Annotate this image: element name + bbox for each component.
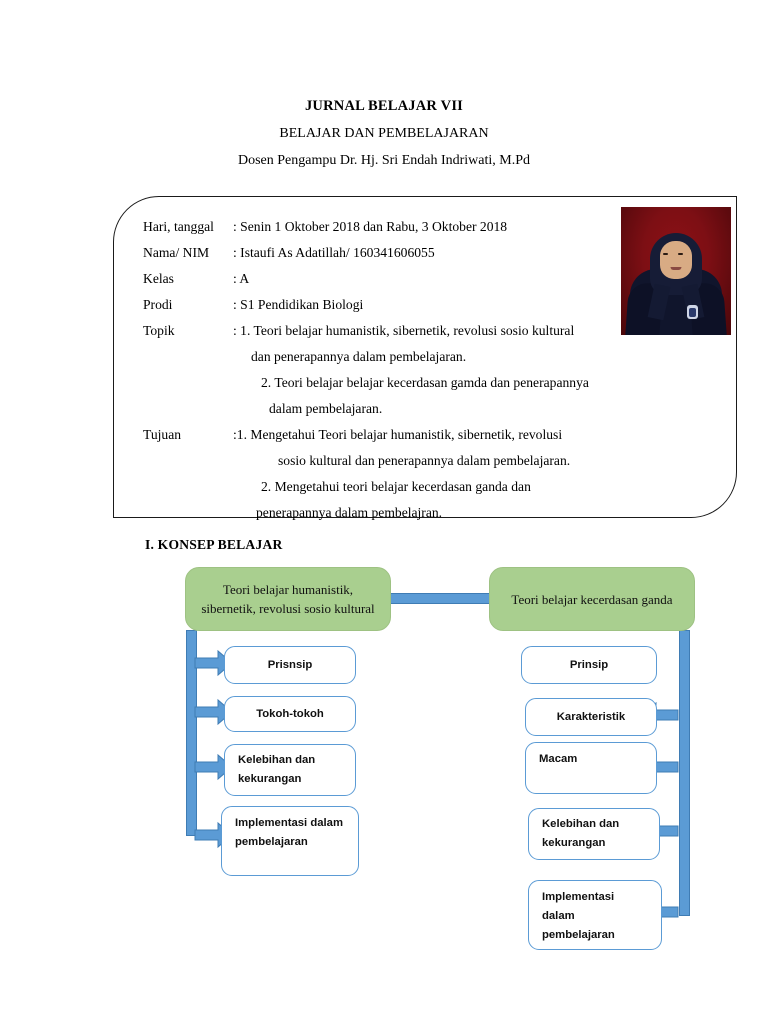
- right-item-karakteristik-label: Karakteristik: [556, 710, 626, 723]
- left-item-kelebihan-label: Kelebihan dan kekurangan: [238, 754, 316, 785]
- lecturer-line: Dosen Pengampu Dr. Hj. Sri Endah Indriwati, M.Pd: [237, 153, 531, 168]
- info-label-topik: Topik: [143, 323, 175, 338]
- root-box-left[interactable]: [185, 567, 391, 631]
- root-box-right-label: Teori belajar kecerdasan ganda: [511, 591, 673, 607]
- info-label-nama: Nama/ NIM: [143, 245, 210, 260]
- info-label-prodi: Prodi: [143, 297, 173, 312]
- info-tujuan-line-2: sosio kultural dan penerapannya dalam pembelajaran.: [278, 453, 571, 468]
- section-heading: I. KONSEP BELAJAR: [145, 537, 283, 552]
- left-item-prisnsip[interactable]: [224, 646, 356, 684]
- right-item-macam-label: Macam: [539, 753, 578, 765]
- connector-left-trunk: [186, 630, 197, 836]
- info-topik-line-3: 2. Teori belajar belajar kecerdasan gamda dan penerapannya: [261, 375, 589, 390]
- info-topik-line-2: dan penerapannya dalam pembelajaran.: [251, 349, 467, 364]
- left-item-tokoh[interactable]: [224, 696, 356, 732]
- left-item-tokoh-label: Tokoh-tokoh: [256, 707, 324, 720]
- info-label-tujuan: Tujuan: [143, 427, 182, 442]
- left-item-implementasi-label: Implementasi dalam pembelajaran: [235, 817, 343, 848]
- info-label-kelas: Kelas: [143, 271, 174, 286]
- info-tujuan-line-3: 2. Mengetahui teori belajar kecerdasan ganda dan: [261, 479, 531, 494]
- page-title: JURNAL BELAJAR VII: [304, 98, 464, 114]
- right-item-prinsip[interactable]: [521, 646, 657, 684]
- root-box-left-label: Teori belajar humanistik, sibernetik, revolusi sosio kultural: [201, 582, 375, 616]
- connector-right-trunk: [679, 630, 690, 916]
- info-topik-line-4: dalam pembelajaran.: [269, 401, 383, 416]
- connector-root-link: [390, 593, 490, 604]
- right-item-implementasi-label: Implementasi dalam pembelajaran: [542, 891, 615, 941]
- info-value-tujuan: :1. Mengetahui Teori belajar humanistik, sibernetik, revolusi: [233, 427, 563, 442]
- info-value-hari: : Senin 1 Oktober 2018 dan Rabu, 3 Oktober 2018: [233, 219, 508, 234]
- right-item-prinsip-label: Prinsip: [569, 658, 609, 671]
- root-box-right[interactable]: [489, 567, 695, 631]
- info-value-prodi: : S1 Pendidikan Biologi: [233, 297, 364, 312]
- right-item-karakteristik[interactable]: [525, 698, 657, 736]
- info-value-kelas: : A: [233, 271, 250, 286]
- right-item-implementasi[interactable]: [528, 880, 662, 950]
- right-item-macam[interactable]: [525, 742, 657, 794]
- left-item-implementasi[interactable]: [221, 806, 359, 876]
- left-item-prisnsip-label: Prisnsip: [267, 658, 313, 671]
- info-tujuan-line-4: penerapannya dalam pembelajran.: [256, 505, 443, 520]
- right-item-kelebihan[interactable]: [528, 808, 660, 860]
- course-subtitle: BELAJAR DAN PEMBELAJARAN: [279, 126, 489, 141]
- left-item-kelebihan[interactable]: [224, 744, 356, 796]
- right-item-kelebihan-label: Kelebihan dan kekurangan: [542, 818, 620, 849]
- info-label-hari: Hari, tanggal: [143, 219, 214, 234]
- info-value-nama: : Istaufi As Adatillah/ 160341606055: [233, 245, 435, 260]
- info-value-topik: : 1. Teori belajar humanistik, sibernetik, revolusi sosio kultural: [233, 323, 575, 338]
